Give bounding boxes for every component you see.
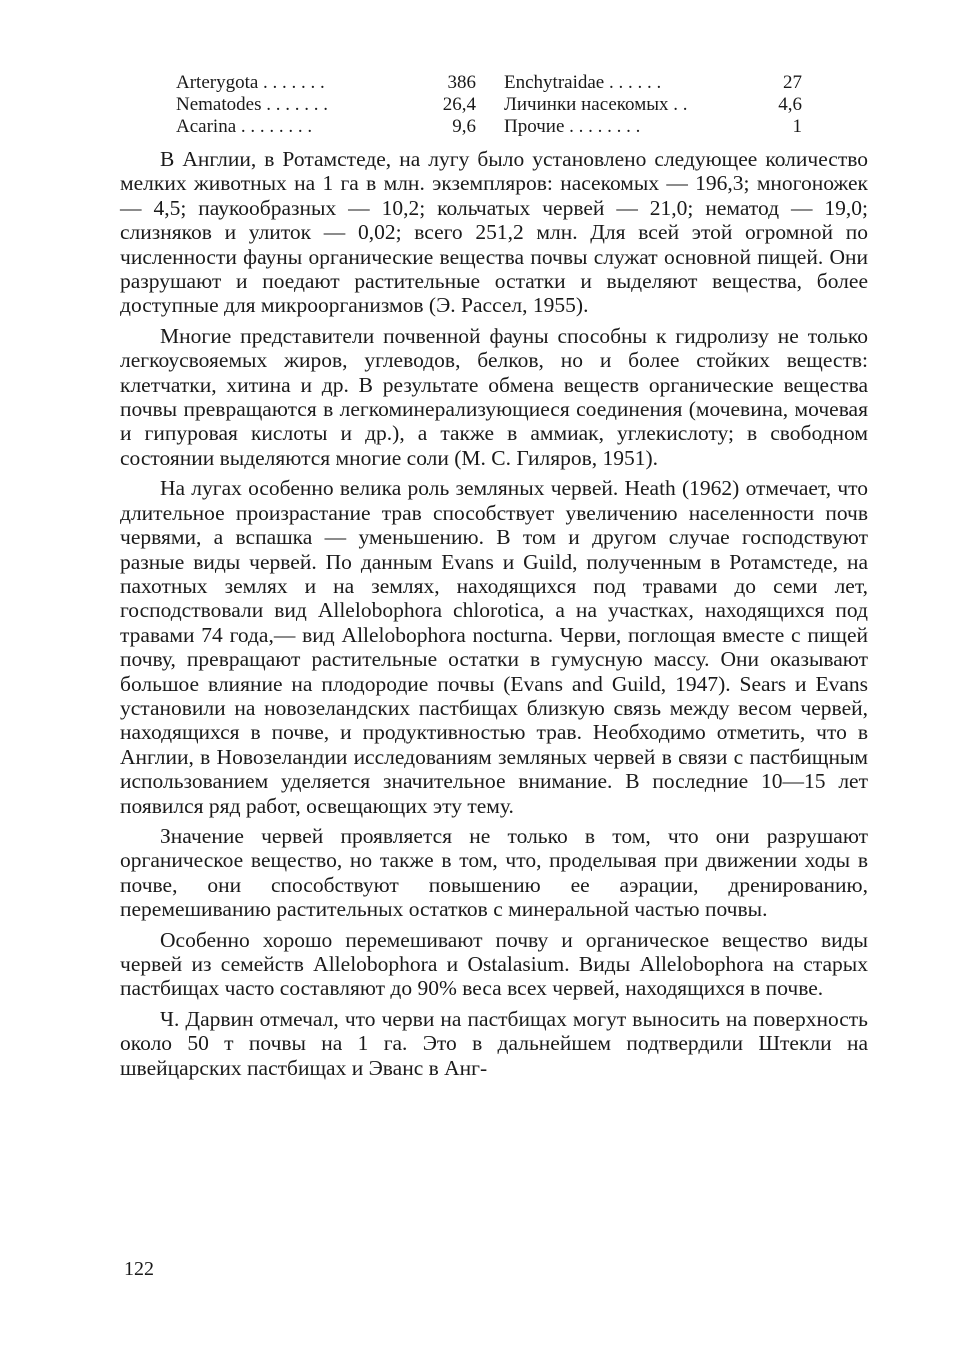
table-cell-value: 26,4	[442, 94, 476, 115]
table-row	[176, 116, 816, 138]
paragraph: На лугах особенно велика роль земляных червей. Heath (1962) отмечает, что длительное произрастание трав способствует увеличению населенности почв червями, а вспашка — уменьшению. В том и другом случае господствуют разные виды червей. По данным Evans и Guild, полученным в Ротамстеде, на пахотных землях и на землях, находящихся под травами до семи лет, господствовали вид Allelobophora chlorotica, а на участках, находящихся под травами 74 года,— вид Allelobophora nocturna. Черви, поглощая вместе с пищей почву, превращают растительные остатки в гумусную массу. Они оказывают большое влияние на плодородие почвы (Evans and Guild, 1947). Sears и Evans установили на новозеландских пастбищах близкую связь между весом червей, находящихся в почве, и продуктивностью трав. Необходимо отметить, что в Англии, в Новозеландии исследованиям земляных червей в связи с пастбищным использованием уделяется значительное внимание. В последние 10—15 лет появился ряд работ, освещающих эту тему.	[120, 476, 868, 818]
page-number: 122	[124, 1258, 154, 1280]
paragraph: В Англии, в Ротамстеде, на лугу было установлено следующее количество мелких животных на 1 га в млн. экземпляров: насекомых — 196,3; многоножек — 4,5; паукообразных — 10,2; кольчатых червей — 21,0; нематод — 19,0; слизняков и улиток — 0,02; всего 251,2 млн. Для всей этой огромной по численности фауны органические вещества почвы служат основной пищей. Они разрушают и поедают растительные остатки и выделяют вещества, более доступные для микроорганизмов (Э. Рассел, 1955).	[120, 147, 868, 318]
table-cell-name: Прочие . . . . . . . .	[504, 116, 641, 137]
table-cell-name: Личинки насекомых . .	[504, 94, 688, 115]
paragraph: Значение червей проявляется не только в том, что они разрушают органическое вещество, но также в том, что, проделывая при движении ходы в почве, они способствуют повышению ее аэрации, дренированию, перемешиванию растительных остатков с минеральной частью почвы.	[120, 823, 868, 922]
paragraph: Особенно хорошо перемешивают почву и органическое вещество виды червей из семейств Allelobophora и Ostalasium. Виды Allelobophora на старых пастбищах часто составляют до 90% веса всех червей, находящихся в почве.	[120, 927, 868, 1001]
paragraph: Многие представители почвенной фауны способны к гидролизу не только легкоусвояемых жиров, углеводов, белков, но и более стойких веществ: клетчатки, хитина и др. В результате обмена веществ органические вещества почвы превращаются в легкоминерализующиеся соединения (мочевина, мочевая и гипуровая кислоты и др.), а также в аммиак, углекислоту; в свободном состоянии выделяются многие соли (М. С. Гиляров, 1951).	[120, 323, 868, 470]
table-cell-name: Enchytraidae . . . . . .	[504, 72, 662, 93]
body-text	[120, 147, 868, 1086]
table-cell-name: Acarina . . . . . . . .	[176, 116, 313, 137]
table-cell-value: 1	[792, 116, 802, 137]
table-cell-name: Nematodes . . . . . . .	[176, 94, 328, 115]
fauna-table	[176, 72, 816, 138]
paragraph: Ч. Дарвин отмечал, что черви на пастбищах могут выносить на поверхность около 50 т почвы на 1 га. Это в дальнейшем подтвердили Штекли на швейцарских пастбищах и Эванс в Анг-	[120, 1006, 868, 1080]
table-cell-name: Arterygota . . . . . . .	[176, 72, 325, 93]
table-cell-value: 386	[447, 72, 476, 93]
table-row	[176, 72, 816, 94]
table-row	[176, 94, 816, 116]
table-cell-value: 9,6	[452, 116, 476, 137]
table-cell-value: 27	[783, 72, 802, 93]
table-cell-value: 4,6	[778, 94, 802, 115]
